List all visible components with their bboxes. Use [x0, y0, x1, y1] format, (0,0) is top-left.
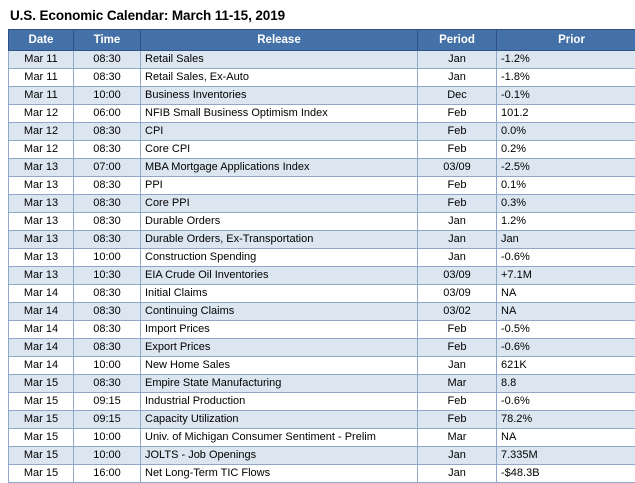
cell-period: Feb	[418, 411, 497, 429]
cell-period: 03/09	[418, 285, 497, 303]
cell-date: Mar 13	[9, 249, 74, 267]
cell-time: 08:30	[74, 375, 141, 393]
cell-time: 06:00	[74, 105, 141, 123]
table-row	[9, 465, 635, 483]
cell-date: Mar 12	[9, 123, 74, 141]
cell-prior: NA	[497, 303, 635, 321]
cell-time: 08:30	[74, 213, 141, 231]
table-row	[9, 303, 635, 321]
cell-time: 08:30	[74, 69, 141, 87]
table-row	[9, 357, 635, 375]
cell-prior: 1.2%	[497, 213, 635, 231]
cell-time: 08:30	[74, 303, 141, 321]
cell-prior: Jan	[497, 231, 635, 249]
cell-date: Mar 14	[9, 357, 74, 375]
table-row	[9, 195, 635, 213]
table-row	[9, 69, 635, 87]
cell-time: 08:30	[74, 285, 141, 303]
cell-release: Core PPI	[141, 195, 418, 213]
cell-period: Feb	[418, 393, 497, 411]
cell-period: Jan	[418, 231, 497, 249]
cell-release: Core CPI	[141, 141, 418, 159]
cell-release: Durable Orders, Ex-Transportation	[141, 231, 418, 249]
cell-period: Jan	[418, 357, 497, 375]
cell-prior: -2.5%	[497, 159, 635, 177]
cell-period: Jan	[418, 249, 497, 267]
column-header-prior: Prior	[497, 30, 635, 51]
cell-release: Business Inventories	[141, 87, 418, 105]
column-header-period: Period	[418, 30, 497, 51]
cell-date: Mar 14	[9, 321, 74, 339]
cell-period: Feb	[418, 195, 497, 213]
table-header	[9, 30, 635, 51]
cell-period: Jan	[418, 51, 497, 69]
cell-time: 10:00	[74, 447, 141, 465]
cell-prior: 0.1%	[497, 177, 635, 195]
cell-period: Jan	[418, 447, 497, 465]
cell-date: Mar 14	[9, 303, 74, 321]
cell-release: Capacity Utilization	[141, 411, 418, 429]
cell-date: Mar 11	[9, 51, 74, 69]
cell-release: MBA Mortgage Applications Index	[141, 159, 418, 177]
cell-period: Feb	[418, 141, 497, 159]
cell-time: 08:30	[74, 339, 141, 357]
cell-period: 03/02	[418, 303, 497, 321]
cell-time: 09:15	[74, 411, 141, 429]
cell-prior: -0.1%	[497, 87, 635, 105]
table-row	[9, 105, 635, 123]
cell-period: Feb	[418, 177, 497, 195]
cell-date: Mar 13	[9, 267, 74, 285]
cell-period: Jan	[418, 465, 497, 483]
cell-prior: -0.6%	[497, 339, 635, 357]
cell-period: 03/09	[418, 267, 497, 285]
table-row	[9, 123, 635, 141]
cell-time: 10:00	[74, 357, 141, 375]
cell-prior: NA	[497, 429, 635, 447]
cell-prior: 7.335M	[497, 447, 635, 465]
cell-date: Mar 15	[9, 411, 74, 429]
table-row	[9, 429, 635, 447]
cell-prior: 621K	[497, 357, 635, 375]
cell-prior: 0.3%	[497, 195, 635, 213]
cell-date: Mar 12	[9, 141, 74, 159]
cell-prior: NA	[497, 285, 635, 303]
cell-prior: -0.5%	[497, 321, 635, 339]
cell-release: Continuing Claims	[141, 303, 418, 321]
cell-release: Empire State Manufacturing	[141, 375, 418, 393]
table-row	[9, 339, 635, 357]
cell-date: Mar 15	[9, 465, 74, 483]
table-row	[9, 87, 635, 105]
cell-prior: 0.0%	[497, 123, 635, 141]
table-header-row	[9, 30, 635, 51]
table-row	[9, 285, 635, 303]
cell-date: Mar 14	[9, 339, 74, 357]
cell-release: PPI	[141, 177, 418, 195]
cell-time: 10:00	[74, 87, 141, 105]
column-header-release: Release	[141, 30, 418, 51]
cell-period: Mar	[418, 375, 497, 393]
cell-period: Jan	[418, 69, 497, 87]
table-row	[9, 231, 635, 249]
cell-period: Feb	[418, 123, 497, 141]
cell-prior: -1.2%	[497, 51, 635, 69]
cell-time: 08:30	[74, 321, 141, 339]
cell-prior: 8.8	[497, 375, 635, 393]
cell-prior: -1.8%	[497, 69, 635, 87]
cell-date: Mar 12	[9, 105, 74, 123]
cell-period: Feb	[418, 339, 497, 357]
economic-calendar-table	[8, 29, 635, 483]
cell-date: Mar 13	[9, 213, 74, 231]
cell-time: 10:30	[74, 267, 141, 285]
cell-date: Mar 13	[9, 159, 74, 177]
table-body	[9, 51, 635, 483]
page-title: U.S. Economic Calendar: March 11-15, 2019	[10, 8, 627, 23]
cell-release: NFIB Small Business Optimism Index	[141, 105, 418, 123]
table-row	[9, 159, 635, 177]
cell-prior: 78.2%	[497, 411, 635, 429]
table-row	[9, 411, 635, 429]
cell-time: 08:30	[74, 141, 141, 159]
cell-time: 08:30	[74, 123, 141, 141]
cell-prior: 0.2%	[497, 141, 635, 159]
table-row	[9, 213, 635, 231]
cell-time: 10:00	[74, 249, 141, 267]
table-row	[9, 249, 635, 267]
cell-time: 08:30	[74, 177, 141, 195]
cell-release: Retail Sales, Ex-Auto	[141, 69, 418, 87]
cell-time: 08:30	[74, 231, 141, 249]
cell-date: Mar 11	[9, 87, 74, 105]
cell-release: Export Prices	[141, 339, 418, 357]
table-row	[9, 177, 635, 195]
table-row	[9, 375, 635, 393]
cell-period: Feb	[418, 321, 497, 339]
cell-time: 08:30	[74, 195, 141, 213]
table-row	[9, 267, 635, 285]
cell-release: CPI	[141, 123, 418, 141]
cell-date: Mar 15	[9, 393, 74, 411]
cell-date: Mar 13	[9, 177, 74, 195]
cell-date: Mar 14	[9, 285, 74, 303]
table-row	[9, 51, 635, 69]
cell-release: JOLTS - Job Openings	[141, 447, 418, 465]
table-row	[9, 447, 635, 465]
cell-release: Univ. of Michigan Consumer Sentiment - Prelim	[141, 429, 418, 447]
column-header-date: Date	[9, 30, 74, 51]
cell-period: Mar	[418, 429, 497, 447]
cell-release: Retail Sales	[141, 51, 418, 69]
cell-prior: 101.2	[497, 105, 635, 123]
cell-release: Initial Claims	[141, 285, 418, 303]
cell-time: 10:00	[74, 429, 141, 447]
table-row	[9, 321, 635, 339]
cell-date: Mar 11	[9, 69, 74, 87]
cell-date: Mar 15	[9, 447, 74, 465]
table-row	[9, 393, 635, 411]
cell-time: 09:15	[74, 393, 141, 411]
cell-date: Mar 15	[9, 375, 74, 393]
cell-time: 16:00	[74, 465, 141, 483]
cell-period: Feb	[418, 105, 497, 123]
table-row	[9, 141, 635, 159]
cell-release: New Home Sales	[141, 357, 418, 375]
cell-period: 03/09	[418, 159, 497, 177]
cell-release: Durable Orders	[141, 213, 418, 231]
cell-release: Import Prices	[141, 321, 418, 339]
cell-date: Mar 13	[9, 195, 74, 213]
cell-prior: -0.6%	[497, 393, 635, 411]
cell-prior: -0.6%	[497, 249, 635, 267]
cell-period: Jan	[418, 213, 497, 231]
cell-time: 08:30	[74, 51, 141, 69]
cell-time: 07:00	[74, 159, 141, 177]
column-header-time: Time	[74, 30, 141, 51]
cell-release: Industrial Production	[141, 393, 418, 411]
cell-period: Dec	[418, 87, 497, 105]
cell-date: Mar 13	[9, 231, 74, 249]
cell-release: Net Long-Term TIC Flows	[141, 465, 418, 483]
cell-release: Construction Spending	[141, 249, 418, 267]
cell-prior: -$48.3B	[497, 465, 635, 483]
cell-date: Mar 15	[9, 429, 74, 447]
cell-release: EIA Crude Oil Inventories	[141, 267, 418, 285]
cell-prior: +7.1M	[497, 267, 635, 285]
